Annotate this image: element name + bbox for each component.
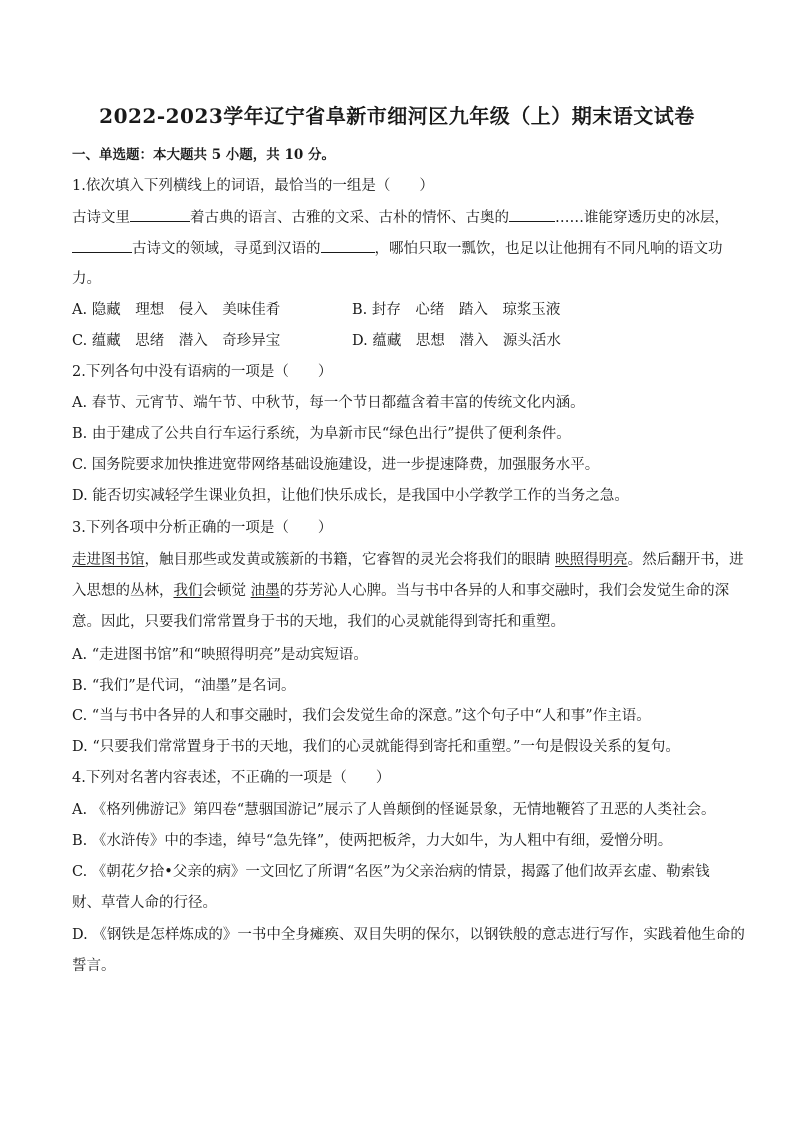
- q4-option-b: B. 《水浒传》中的李逵，绰号“急先锋”，使两把板斧，力大如牛，为人粗中有细，爱憎分明。: [72, 833, 673, 849]
- q1-option-a: A. 隐藏 理想 侵入 美味佳肴: [72, 302, 281, 318]
- q3-option-d: D. “只要我们常常置身于书的天地，我们的心灵就能得到寄托和重塑。”一句是假设关系的复句。: [72, 739, 680, 755]
- q1-stem: 1.依次填入下列横线上的词语，最恰当的一组是（ ）: [72, 178, 434, 194]
- q3-passage-line2: [72, 581, 729, 601]
- q1-passage-line3: 力。: [72, 271, 101, 287]
- q1-option-c: C. 蕴藏 思绪 潜入 奇珍异宝: [72, 333, 281, 349]
- fill-blank: [72, 238, 132, 253]
- q3-text: ，触目那些或发黄或簇新的书籍，它睿智的灵光会将我们的眼睛: [144, 552, 556, 568]
- q1-text: 着古典的语言、古雅的文采、古朴的情怀、古奥的: [190, 210, 509, 226]
- q3-option-c: C. “当与书中各异的人和事交融时，我们会发觉生命的深意。”这个句子中“人和事”作主语。: [72, 708, 651, 724]
- q3-option-a: A. “走进图书馆”和“映照得明亮”是动宾短语。: [72, 647, 368, 663]
- q3-passage-line3: 意。因此，只要我们常常置身于书的天地，我们的心灵就能得到寄托和重塑。: [72, 614, 565, 630]
- q1-text: 古诗文的领域，寻觅到汉语的: [132, 241, 321, 257]
- page-title: 2022-2023学年辽宁省阜新市细河区九年级（上）期末语文试卷: [99, 104, 695, 128]
- q2-option-c: C. 国务院要求加快推进宽带网络基础设施建设，进一步提速降费，加强服务水平。: [72, 457, 600, 473]
- q4-option-c-line2: 财、草菅人命的行径。: [72, 895, 217, 911]
- q2-option-a: A. 春节、元宵节、端午节、中秋节，每一个节日都蕴含着丰富的传统文化内涵。: [72, 395, 585, 411]
- q2-option-d: D. 能否切实减轻学生课业负担，让他们快乐成长，是我国中小学教学工作的当务之急。: [72, 488, 629, 504]
- q1-passage-line2: [72, 238, 723, 259]
- underlined-phrase: 油墨: [250, 583, 280, 599]
- fill-blank: [509, 207, 555, 222]
- q1-text: 古诗文里: [72, 210, 130, 226]
- q2-option-b: B. 由于建成了公共自行车运行系统，为阜新市民“绿色出行”提供了便利条件。: [72, 426, 571, 442]
- q3-text: 入思想的丛林，: [72, 583, 174, 599]
- q1-options-row2: [72, 331, 722, 351]
- q3-stem: 3.下列各项中分析正确的一项是（ ）: [72, 520, 333, 536]
- q1-passage-line1: [72, 207, 729, 228]
- fill-blank: [321, 238, 375, 253]
- section-heading: 一、单选题：本大题共 5 小题，共 10 分。: [72, 147, 335, 163]
- underlined-phrase: 走进图书馆: [72, 552, 145, 568]
- q3-text: 。然后翻开书，进: [627, 552, 744, 568]
- q1-option-b: B. 封存 心绪 踏入 琼浆玉液: [352, 302, 561, 318]
- q3-text: 会顿觉: [202, 583, 251, 599]
- underlined-phrase: 映照得明亮: [555, 552, 628, 568]
- q4-stem: 4.下列对名著内容表述，不正确的一项是（ ）: [72, 770, 391, 786]
- underlined-phrase: 我们: [173, 583, 203, 599]
- q1-text: ……谁能穿透历史的冰层，: [555, 210, 729, 226]
- q3-passage-line1: [72, 550, 744, 570]
- q2-stem: 2.下列各句中没有语病的一项是（ ）: [72, 364, 333, 380]
- q4-option-c-line1: C. 《朝花夕拾•父亲的病》一文回忆了所谓“名医”为父亲治病的情景，揭露了他们故弄玄虚、勒索钱: [72, 864, 710, 880]
- q3-option-b: B. “我们”是代词，“油墨”是名词。: [72, 678, 296, 694]
- q1-text: ，哪怕只取一瓢饮，也足以让他拥有不同凡响的语文功: [374, 241, 723, 257]
- fill-blank: [130, 207, 190, 222]
- q4-option-d-line2: 誓言。: [72, 958, 116, 974]
- q1-options-row1: [72, 300, 722, 320]
- q4-option-d-line1: D. 《钢铁是怎样炼成的》一书中全身瘫痪、双目失明的保尔，以钢铁般的意志进行写作，实践着他生命的: [72, 927, 745, 943]
- q1-option-d: D. 蕴藏 思想 潜入 源头活水: [352, 333, 561, 349]
- q3-text: 的芬芳沁人心脾。当与书中各异的人和事交融时，我们会发觉生命的深: [279, 583, 730, 599]
- q4-option-a: A. 《格列佛游记》第四卷“慧骃国游记”展示了人兽颠倒的怪诞景象，无情地鞭笞了丑恶的人类社会。: [72, 802, 716, 818]
